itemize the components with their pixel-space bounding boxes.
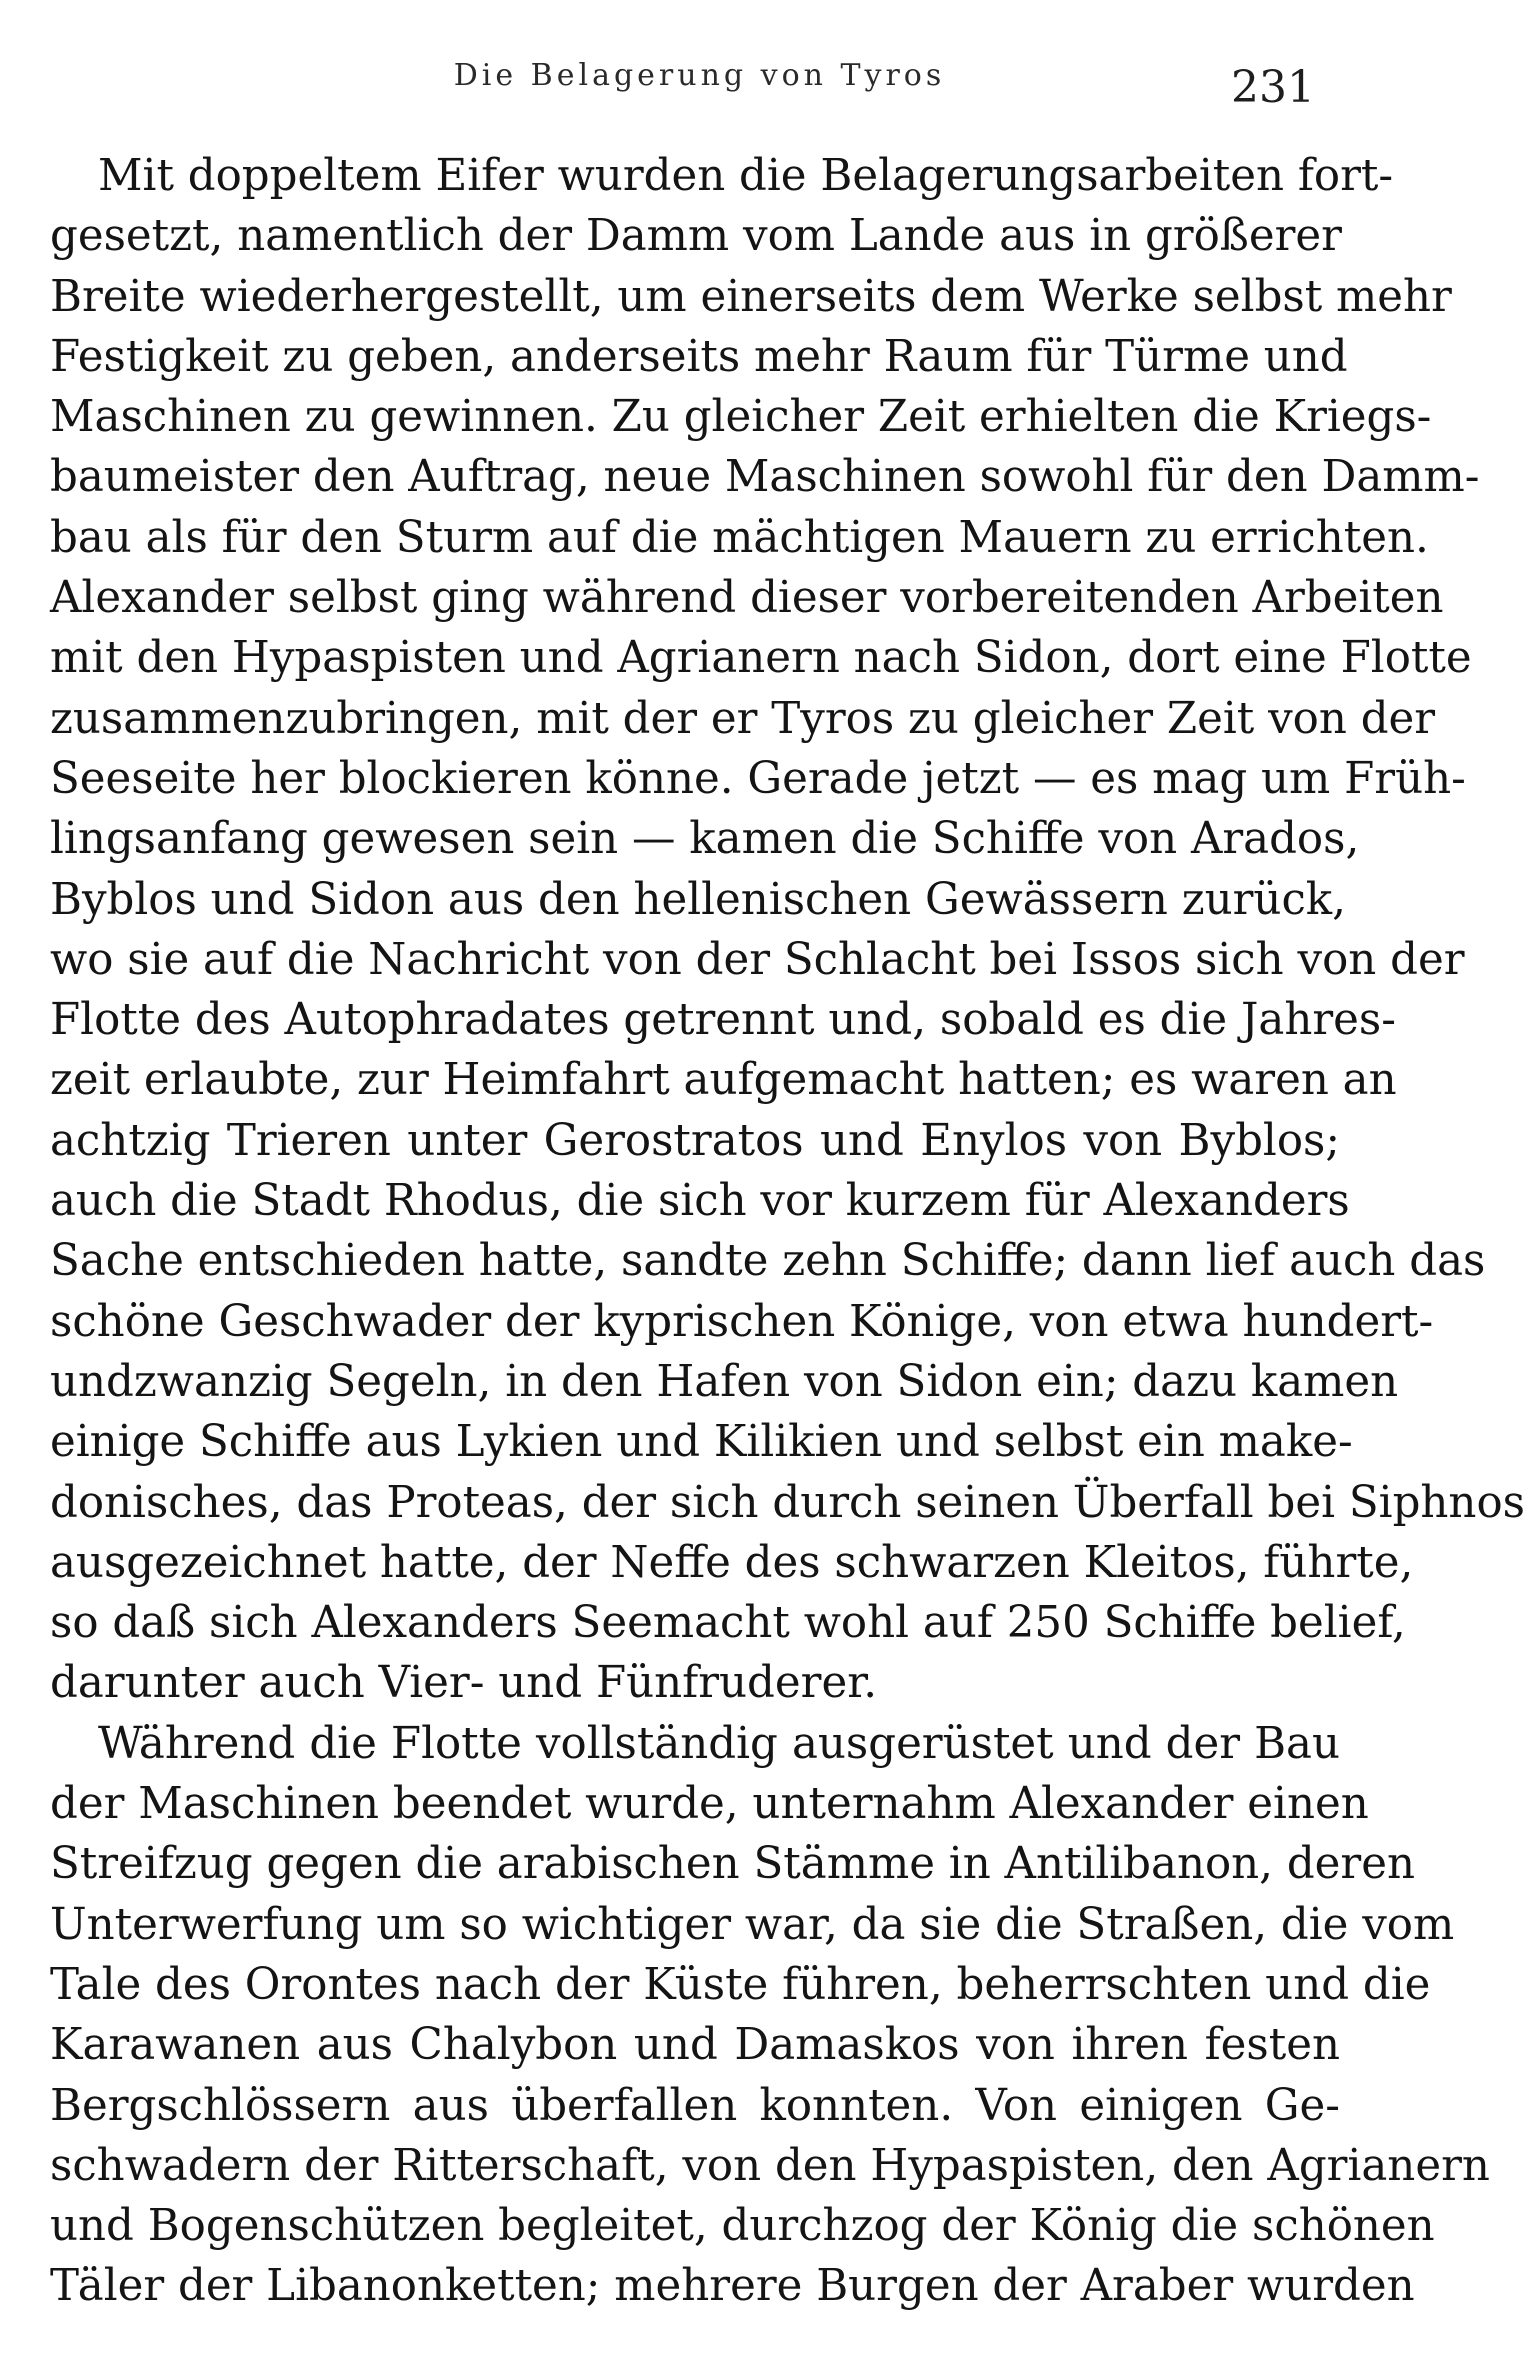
text-line: Täler der Libanonketten; mehrere Burgen der Araber wurden <box>50 2261 1415 2312</box>
text-line: einige Schiffe aus Lykien und Kilikien und selbst ein make- <box>50 1417 1353 1468</box>
text-line: Streifzug gegen die arabischen Stämme in Antilibanon, deren <box>50 1839 1415 1890</box>
text-line: auch die Stadt Rhodus, die sich vor kurzem für Alexanders <box>50 1176 1350 1227</box>
text-line: Seeseite her blockieren könne. Gerade jetzt — es mag um Früh- <box>50 753 1466 804</box>
text-line: der Maschinen beendet wurde, unternahm Alexander einen <box>50 1779 1369 1830</box>
text-line: donisches, das Proteas, der sich durch seinen Überfall bei Siphnos <box>50 1477 1525 1528</box>
text-line: zusammenzubringen, mit der er Tyros zu gleicher Zeit von der <box>50 693 1436 744</box>
text-line: achtzig Trieren unter Gerostratos und Enylos von Byblos; <box>50 1115 1340 1166</box>
text-line: Flotte des Autophradates getrennt und, sobald es die Jahres- <box>50 995 1396 1046</box>
page-number: 231 <box>1231 62 1315 113</box>
text-line: Unterwerfung um so wichtiger war, da sie die Straßen, die vom <box>50 1899 1455 1950</box>
text-line: und Bogenschützen begleitet, durchzog der König die schönen <box>50 2201 1435 2252</box>
text-line: zeit erlaubte, zur Heimfahrt aufgemacht hatten; es waren an <box>50 1055 1397 1106</box>
text-line: ausgezeichnet hatte, der Neffe des schwarzen Kleitos, führte, <box>50 1537 1414 1588</box>
text-line: Bergschlössern aus überfallen konnten. Von einigen Ge- <box>50 2080 1340 2131</box>
text-line: Breite wiederhergestellt, um einerseits dem Werke selbst mehr <box>50 271 1452 322</box>
text-line: bau als für den Sturm auf die mächtigen Mauern zu errichten. <box>50 512 1429 563</box>
text-line: gesetzt, namentlich der Damm vom Lande aus in größerer <box>50 211 1342 262</box>
body-text <box>50 146 1525 2317</box>
text-line: undzwanzig Segeln, in den Hafen von Sidon ein; dazu kamen <box>50 1356 1399 1407</box>
text-line: schöne Geschwader der kyprischen Könige, von etwa hundert- <box>50 1296 1434 1347</box>
text-line: so daß sich Alexanders Seemacht wohl auf 250 Schiffe belief, <box>50 1598 1406 1649</box>
text-line: Mit doppeltem Eifer wurden die Belagerungsarbeiten fort- <box>98 151 1394 201</box>
text-line: schwadern der Ritterschaft, von den Hypaspisten, den Agrianern <box>50 2140 1490 2191</box>
text-line: Festigkeit zu geben, anderseits mehr Raum für Türme und <box>50 331 1348 382</box>
text-line: darunter auch Vier- und Fünfruderer. <box>50 1658 878 1709</box>
text-line: Byblos und Sidon aus den hellenischen Gewässern zurück, <box>50 874 1346 925</box>
text-line: Maschinen zu gewinnen. Zu gleicher Zeit erhielten die Kriegs- <box>50 392 1432 443</box>
text-line: mit den Hypaspisten und Agrianern nach Sidon, dort eine Flotte <box>50 633 1472 684</box>
text-line: Während die Flotte vollständig ausgerüstet und der Bau <box>98 1718 1340 1769</box>
text-line: Alexander selbst ging während dieser vorbereitenden Arbeiten <box>50 573 1444 624</box>
running-head: Die Belagerung von Tyros <box>453 58 946 93</box>
text-line: baumeister den Auftrag, neue Maschinen sowohl für den Damm- <box>50 452 1480 503</box>
text-line: Karawanen aus Chalybon und Damaskos von ihren festen <box>50 2020 1340 2071</box>
text-line: Tale des Orontes nach der Küste führen, beherrschten und die <box>50 1959 1431 2010</box>
text-line: Sache entschieden hatte, sandte zehn Schiffe; dann lief auch das <box>50 1236 1486 1287</box>
text-line: wo sie auf die Nachricht von der Schlacht bei Issos sich von der <box>50 934 1465 985</box>
text-line: lingsanfang gewesen sein — kamen die Schiffe von Arados, <box>50 814 1360 865</box>
